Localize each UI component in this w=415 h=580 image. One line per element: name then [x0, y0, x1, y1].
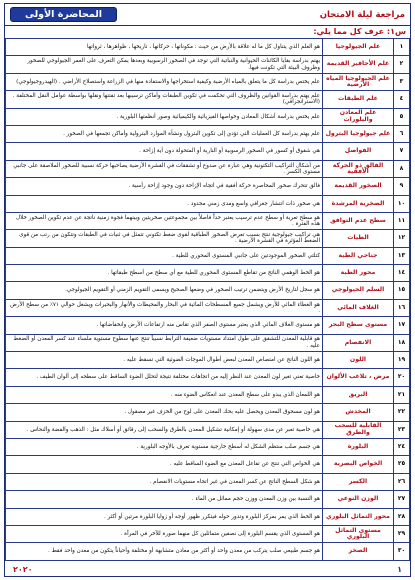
row-term: علم جيولوجيا البترول [323, 125, 394, 142]
row-definition: هو لون مسحوق المعدن ويحصل عليه بحك المعدن على لوح من الخزف غير مصقول . [6, 404, 323, 421]
table-row [6, 282, 410, 299]
row-term: الصخور القديمة [323, 178, 394, 195]
row-number: ١٣ [394, 247, 410, 264]
row-term: البريق [323, 386, 394, 403]
row-term: محور التماثل البلوري [323, 508, 394, 525]
table-row [6, 265, 410, 282]
row-number: ٧ [394, 143, 410, 160]
table-row [6, 178, 410, 195]
row-number: ١٦ [394, 299, 410, 316]
row-definition: هو جسم طبيعي صلب يتركب من معدن واحد أو أكثر من معادن متشابهة أو مختلفة وأحياناً يتكون من معدن واحد فقط . [6, 543, 323, 560]
row-number: ٦ [394, 125, 410, 142]
table-row [6, 334, 410, 351]
row-definition: هي صخور ذات انتشار جغرافي واسع ومدى زمني محدود . [6, 195, 323, 212]
row-definition: هو العلم الذي يتناول كل ما له علاقة بالأرض من حيث : مكوناتها ، حركاتها ، تاريخها ، ظواهرها ، ثرواتها [6, 39, 323, 56]
row-number: ١٠ [394, 195, 410, 212]
row-number: ١ [394, 39, 410, 56]
row-number: ٤ [394, 91, 410, 108]
question-title: س۱: عرف كل مما يلي: [313, 27, 406, 36]
row-term: مستوى سطح البحر [323, 317, 394, 334]
table-row [6, 438, 410, 455]
row-term: الفالق ذو الحركة الأفقية [323, 160, 394, 177]
table-row [6, 491, 410, 508]
document-page [4, 3, 411, 577]
table-row [6, 456, 410, 473]
row-term: علم الجيولوجيا [323, 39, 394, 56]
row-definition: هو سطح تعرية أو سطح عدم ترسيب يعتبر حداً فاصلاً بين مجموعتين صخريتين وبينهما فجوة زمنية ناتجة عن عدم تكوين الصخور خلال هذه الفترة . [6, 212, 323, 229]
row-term: المخدش [323, 404, 394, 421]
row-term: مرض ، تلاعب الألوان [323, 369, 394, 386]
table-row [6, 421, 410, 438]
row-number: ٢٦ [394, 473, 410, 490]
table-row [6, 386, 410, 403]
row-definition: من أشكال التراكيب التكتونية وهي عبارة عن صدوع أو تشققات في القشرة الأرضية يصاحبها حركة نسبية للصخور الملاصقة على جانبي مستوى الكسر . [6, 160, 323, 177]
row-number: ٢٩ [394, 525, 410, 542]
row-definition: هي خاصية تعبر عن مدى سهولة أو إمكانية تشكيل المعدن بالطرق والسحب إلى رقائق أو أسلاك مثل : الذهب والفضة والنحاس . [6, 421, 323, 438]
row-term: الغلاف المائي [323, 299, 394, 316]
table-row [6, 39, 410, 56]
row-number: ٢٢ [394, 404, 410, 421]
row-number: ٢٨ [394, 508, 410, 525]
row-definition: هو الغطاء المائي للأرض ويشمل جميع المسطحات المائية في البحار والمحيطات والأنهار والبحيرات ويشغل حوالي ٧١٪ من سطح الأرض . [6, 299, 323, 316]
definitions-table [5, 38, 410, 561]
row-definition: هو اللمعان الذي يبدو على سطح المعدن عند انعكاس الضوء منه . [6, 386, 323, 403]
row-term: علم المعادن والبلورات [323, 108, 394, 125]
row-number: ١٢ [394, 230, 410, 247]
row-term: الصخرية المرشدة [323, 195, 394, 212]
table-row [6, 473, 410, 490]
footer-page-number: ١ [397, 564, 402, 574]
row-term: القابلية للسحب والطرق [323, 421, 394, 438]
page-header [5, 4, 410, 26]
row-definition: هو قابلية المعدن للتشقق على طول امتداد مستويات ضعيفة الترابط نسبياً تنتج عنها سطوح مستوية ملساء عند كسر المعدن أو الضغط عليه . [6, 334, 323, 351]
table-row [6, 230, 410, 247]
row-definition: علم يختص بدراسة أشكال المعادن وخواصها الفيزيائية والكيميائية وصور أنظمتها البلورية . [6, 108, 323, 125]
row-number: ١٩ [394, 352, 410, 369]
row-definition: هو المستوى الذي يقسم البلورة إلى نصفين متماثلين كل منهما صورة للآخر في المرآة . [6, 525, 323, 542]
table-row [6, 317, 410, 334]
table-row [6, 212, 410, 229]
row-definition: هو شكل السطح الناتج عن كسر المعدن في غير اتجاه مستويات الانفصام . [6, 473, 323, 490]
row-number: ٢٧ [394, 491, 410, 508]
row-definition: هي تراكيب جيولوجية تنتج بسبب تعرض الصخور الطباقية لقوى ضغط تكتوني تتمثل في ثنيات في الطبقات وتتكون من رتب من قوى الضغط المؤثرة في القشرة الأرضية . [6, 230, 323, 247]
row-definition: هي الخواص التي تنتج عن تفاعل المعدن مع الضوء الساقط عليه . [6, 456, 323, 473]
row-definition: خاصية تعني تغير لون المعدن عند النظر إليه من اتجاهات مختلفة نتيجة لتحلل الضوء الساقط على سطحه إلى ألوان الطيف . [6, 369, 323, 386]
header-review-title: مراجعة ليلة الامتحان [319, 9, 405, 20]
row-number: ٩ [394, 178, 410, 195]
header-lecture-title: المحاضرة الأولى [10, 7, 117, 22]
row-definition: علم يهتم بدراسة كل العمليات التي تؤدي إلى تكوين البترول ونشأة الموارد البترولية وأماكن تجمعها في الصخور . [6, 125, 323, 142]
row-definition: علم يهتم بدراسة القوانين والظروف التي تحكمت في تكوين الطبقات وأماكن ترسيبها بعد تفتتها ونقلها بواسطة عوامل النقل المختلفة . (الاستراتجرافي) [6, 91, 323, 108]
page-footer [5, 562, 410, 576]
table-row [6, 352, 410, 369]
row-definition: فالق تتحرك صخور المحاصرة حركة أفقية في اتجاه الإزاحة دون وجود إزاحة رأسية . [6, 178, 323, 195]
table-row [6, 508, 410, 525]
table-row [6, 369, 410, 386]
row-number: ٢٣ [394, 421, 410, 438]
table-row [6, 108, 410, 125]
table-row [6, 543, 410, 560]
row-number: ٢ [394, 56, 410, 73]
row-definition: هي جسم صلب منتظم الشكل له أسطح خارجية مستوية تعرف بالأوجه البلورية . [6, 438, 323, 455]
table-row [6, 525, 410, 542]
row-definition: هو النسبة بين وزن المعدن ووزن حجم مماثل من الماء . [6, 491, 323, 508]
row-term: علم الجيولوجيا المياه الأرضية [323, 73, 394, 90]
table-row [6, 73, 410, 90]
row-definition: كتلتي الصخور الموجودتين على جانبي المستوى المحوري للطية . [6, 247, 323, 264]
row-term: الخواص البصرية [323, 456, 394, 473]
table-row [6, 56, 410, 73]
row-definition: هو اللون الناتج عن امتصاص المعدن لبعض أطوال الموجات الضوئية التي تسقط عليه . [6, 352, 323, 369]
row-number: ٣ [394, 73, 410, 90]
row-term: السلم الجيولوجي [323, 282, 394, 299]
row-number: ٣٠ [394, 543, 410, 560]
table-row [6, 143, 410, 160]
row-term: محور الطية [323, 265, 394, 282]
row-definition: علم يختص بدراسة كل ما يتعلق بالمياه الأرضية وكيفية استخراجها والاستفادة منها في الزراعة واستصلاح الأراضي . (الهيدروجيولوجي) [6, 73, 323, 90]
table-row [6, 125, 410, 142]
row-term: الصخر [323, 543, 394, 560]
row-term: البلورة [323, 438, 394, 455]
table-row [6, 91, 410, 108]
row-term: علم الطبقات [323, 91, 394, 108]
row-number: ٢١ [394, 386, 410, 403]
row-term: الكسر [323, 473, 394, 490]
row-term: الوزن النوعي [323, 491, 394, 508]
table-row [6, 404, 410, 421]
row-term: الانفصام [323, 334, 394, 351]
row-definition: يهتم بدراسة بقايا الكائنات الحيوانية والنباتية التي توجد في الصخور الرسوبية وبعدها يمكن التعرف على العمر الجيولوجي للصخور وظروف البيئة التي تكونت فيها. [6, 56, 323, 73]
table-row [6, 247, 410, 264]
row-number: ٢٠ [394, 369, 410, 386]
row-term: الفواصل [323, 143, 394, 160]
table-row [6, 160, 410, 177]
row-number: ٢٥ [394, 456, 410, 473]
table-row [6, 195, 410, 212]
row-number: ٢٤ [394, 438, 410, 455]
footer-year: ٢٠٢٠ [13, 564, 33, 574]
row-term: جناحي الطية [323, 247, 394, 264]
row-term: سطح عدم التوافق [323, 212, 394, 229]
row-term: مستوى التماثل البلوري [323, 525, 394, 542]
row-term: علم الأحافير القديمة [323, 56, 394, 73]
row-number: ١٥ [394, 282, 410, 299]
row-number: ٨ [394, 160, 410, 177]
row-number: ١٨ [394, 334, 410, 351]
table-row [6, 299, 410, 316]
row-term: اللون [323, 352, 394, 369]
row-definition: هو سجل لتاريخ الأرض ويتضمن ترتيب الصخور في وضعها الصحيح ويسمى التقويم الزمني أو التقويم الجيولوجي. [6, 282, 323, 299]
row-number: ١٧ [394, 317, 410, 334]
row-definition: هي شقوق أو كسور في الصخور الرسوبية أو النارية أو المتحولة دون أية إزاحة . [6, 143, 323, 160]
row-definition: هو الخط الذي يمر بمركز البلورة وتدور حوله فيتكرر ظهور أوجه أو زوايا البلورة مرتين أو أكثر . [6, 508, 323, 525]
row-term: الطيات [323, 230, 394, 247]
row-number: ١١ [394, 212, 410, 229]
row-definition: هو مستوى الغلاف المائي الذي يعتبر مستوى الصفر الذي تقاس منه ارتفاعات الأرض وانخفاضاتها . [6, 317, 323, 334]
row-number: ١٤ [394, 265, 410, 282]
row-definition: هو الخط الوهمي الناتج من تقاطع المستوى المحوري للطية مع أي سطح من أسطح طبقاتها . [6, 265, 323, 282]
row-number: ٥ [394, 108, 410, 125]
